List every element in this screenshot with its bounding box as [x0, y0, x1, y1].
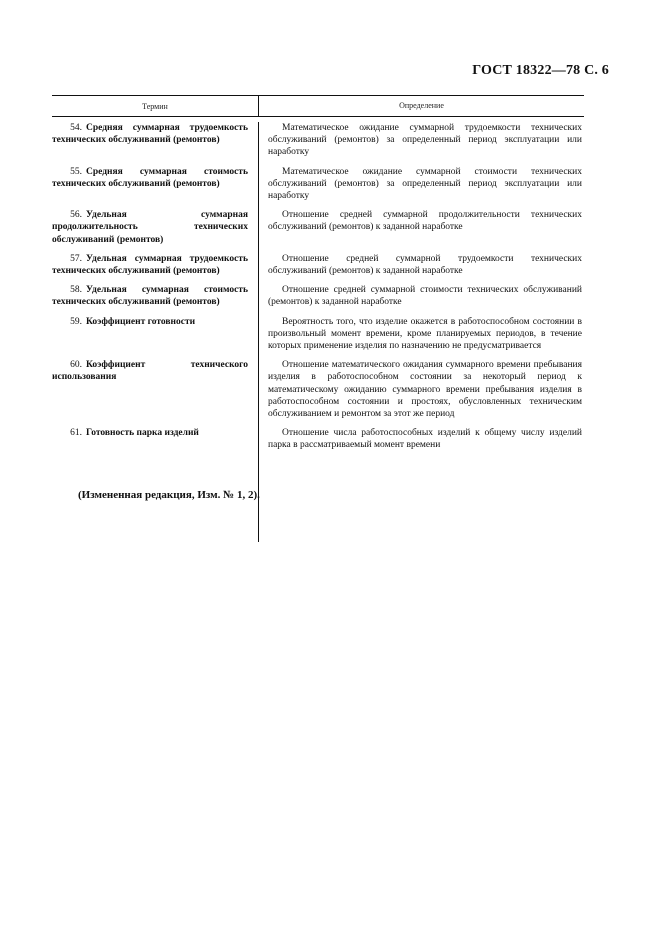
table-row	[52, 427, 584, 451]
definition-cell	[258, 209, 584, 246]
term-cell	[52, 427, 258, 451]
term-number: 57.	[70, 253, 82, 264]
definition-cell	[258, 359, 584, 420]
definition-text: Отношение средней суммарной трудоемкости технических обслуживаний (ремонтов) к заданной наработке	[268, 253, 582, 277]
column-header-term: Термин	[142, 101, 168, 111]
definition-cell	[258, 166, 584, 203]
term-number: 54.	[70, 123, 82, 133]
term-cell	[52, 122, 258, 159]
table-row	[52, 122, 584, 159]
definition-cell	[258, 284, 584, 308]
definition-text: Математическое ожидание суммарной стоимости технических обслуживаний (ремонтов) за определенный период эксплуатации или наработку	[268, 166, 582, 202]
definition-text: Математическое ожидание суммарной трудоемкости технических обслуживаний (ремонтов) за определенный период эксплуатации или наработку	[268, 123, 582, 158]
definition-text: Отношение числа работоспособных изделий к общему числу изделий парка в рассматриваемый момент времени	[268, 428, 582, 451]
term-cell	[52, 284, 258, 308]
table-row	[52, 166, 584, 203]
term-text: Коэффициент готовности	[86, 316, 196, 327]
term-cell	[52, 316, 258, 353]
table-row	[52, 253, 584, 277]
table-row	[52, 359, 584, 420]
table-row	[52, 284, 584, 308]
term-number: 59.	[70, 316, 82, 327]
table-row	[52, 209, 584, 246]
column-header-definition: Определение	[258, 96, 584, 116]
definition-cell	[258, 122, 584, 159]
amendment-note: (Измененная редакция, Изм. № 1, 2).	[78, 489, 260, 501]
term-text: Коэффициент технического использования	[52, 360, 248, 383]
definition-cell	[258, 427, 584, 451]
table-row	[52, 316, 584, 353]
definition-text: Отношение средней суммарной стоимости технических обслуживаний (ремонтов) к заданной наработке	[268, 285, 582, 308]
term-number: 60.	[70, 360, 82, 371]
term-cell	[52, 166, 258, 203]
term-text: Удельная суммарная трудоемкость технических обслуживаний (ремонтов)	[52, 253, 248, 277]
definition-cell	[258, 316, 584, 353]
term-number: 58.	[70, 285, 82, 296]
term-number: 61.	[70, 428, 82, 439]
definition-cell	[258, 253, 584, 277]
term-text: Готовность парка изделий	[86, 428, 199, 439]
term-cell	[52, 359, 258, 420]
table-header	[52, 95, 584, 117]
definition-text: Отношение средней суммарной продолжительности технических обслуживаний (ремонтов) к заданной наработке	[268, 210, 582, 233]
table-body	[52, 122, 584, 452]
term-cell	[52, 253, 258, 277]
term-text: Средняя суммарная трудоемкость технических обслуживаний (ремонтов)	[52, 123, 248, 146]
term-text: Удельная суммарная продолжительность технических обслуживаний (ремонтов)	[52, 210, 248, 245]
definition-text: Отношение математического ожидания суммарного времени пребывания изделия в работоспособном состоянии за некоторый период к математическому ожиданию суммарного времени пребывания изделия в работоспособном состоянии и простоях, обусловленных техническим обслуживанием и ремонтом за этот же период	[268, 360, 582, 420]
term-number: 55.	[70, 166, 82, 177]
term-cell	[52, 209, 258, 246]
terms-table	[52, 95, 584, 452]
term-text: Удельная суммарная стоимость технических обслуживаний (ремонтов)	[52, 285, 248, 308]
term-text: Средняя суммарная стоимость технических обслуживаний (ремонтов)	[52, 166, 248, 189]
term-number: 56.	[70, 210, 82, 221]
definition-text: Вероятность того, что изделие окажется в работоспособном состоянии в произвольный момент времени, кроме планируемых периодов, в течение которых применение изделия по назначению не предусматривается	[268, 316, 582, 352]
page-header: ГОСТ 18322—78 С. 6	[472, 63, 609, 78]
